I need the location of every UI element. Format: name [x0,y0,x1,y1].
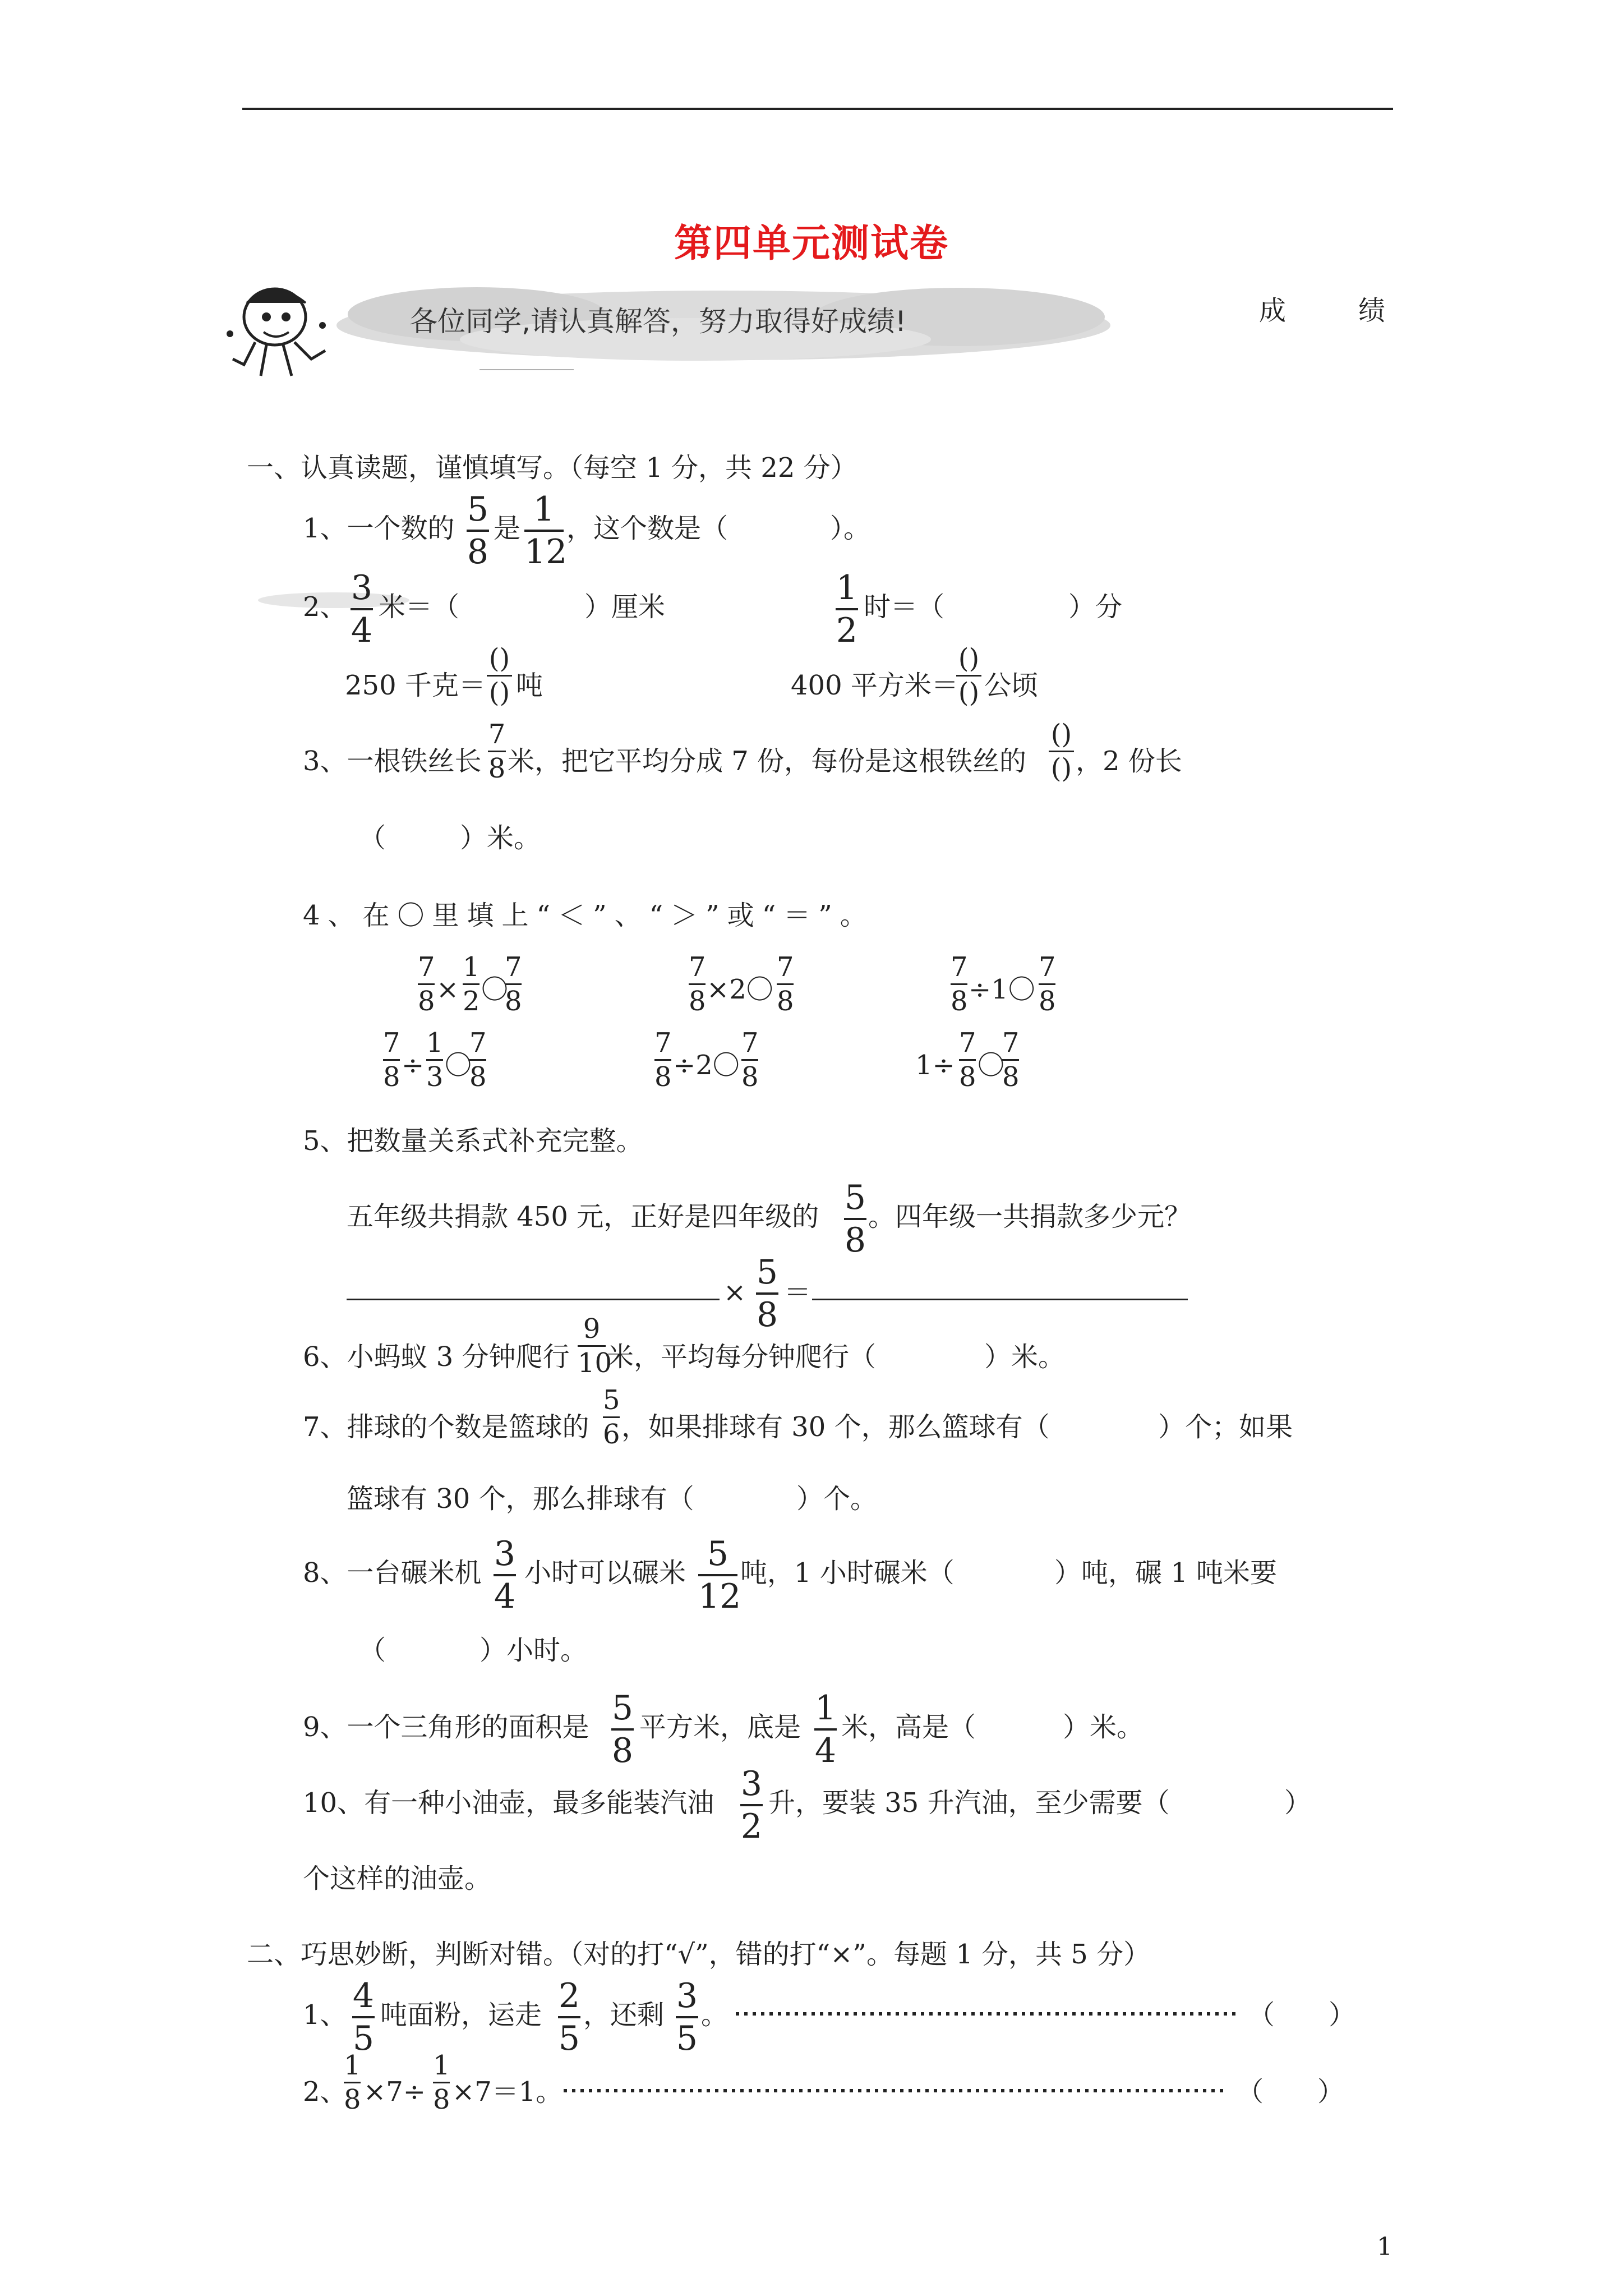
q3-text-d: （ [359,822,386,854]
q9-text-d: ）米。 [1063,1711,1144,1743]
motto-text: 各位同学,请认真解答，努力取得好成绩! [409,305,906,338]
page-title: 第四单元测试卷 [674,221,949,266]
q8-fraction-2: 5 12 [698,1534,741,1616]
q10-text-c: ） [1284,1787,1312,1819]
q6-text-b: 米，平均每分钟爬行（ [607,1341,877,1373]
q2-fraction-1: 3 4 [351,568,373,650]
q6-fraction: 9 10 [578,1313,612,1379]
q10-fraction: 3 2 [740,1764,763,1846]
section1-heading: 一、认真读题，谨慎填写。（每空 1 分，共 22 分） [247,452,857,484]
q3-text-a: 3、一根铁丝长 [303,746,482,777]
q4-r2c3-prefix: 1÷ [915,1050,955,1081]
q1-text-a: 1、一个数的 [303,513,455,544]
s2-q2-leader-dots [564,2085,1228,2096]
q4-r2c2-fraction-3: 7 8 [741,1027,759,1093]
q10-text-a: 10、有一种小油壶，最多能装汽油 [303,1787,714,1819]
section2-heading: 二、巧思妙断，判断对错。（对的打“√”，错的打“×”。每题 1 分，共 5 分） [247,1939,1151,1970]
q4-r2c3-fraction-1: 7 8 [959,1027,976,1093]
q4-r2c2-fraction-1: 7 8 [654,1027,672,1093]
q2-text-b: 米＝（ [379,591,460,623]
q4-r1c2-op: ×2〇 [707,974,773,1005]
q4-r1c1-circle: 〇 [481,974,509,1005]
q4-r2c1-fraction-1: 7 8 [383,1027,400,1093]
q4-instruction: 4、在〇里填上“＜”、“＞”或“＝”。 [303,900,875,931]
s2-q1-answer-paren[interactable]: （ ） [1248,1999,1356,2031]
q7-text-d: 篮球有 30 个，那么排球有（ [347,1483,694,1515]
q8-text-b: 小时可以碾米 [524,1557,686,1589]
q4-r2c3-circle: 〇 [978,1050,1005,1081]
q7-fraction: 5 6 [603,1384,620,1450]
score-label-a: 成 [1259,295,1287,326]
q4-r1c3-fraction-1: 7 8 [951,951,968,1017]
q4-r2c1-fraction-2: 1 3 [426,1027,444,1093]
q2-text-e: ）分 [1068,591,1123,623]
q5-instruction: 5、把数量关系式补充完整。 [303,1125,643,1157]
q4-r1c1-fraction-1: 7 8 [418,951,435,1017]
q1-text-c: ，这个数是（ [566,513,728,544]
q7-text-a: 7、排球的个数是篮球的 [303,1411,589,1443]
q4-r2c1-fraction-3: 7 8 [469,1027,487,1093]
q4-r2c1-circle: 〇 [445,1050,472,1081]
q9-fraction-1: 5 8 [611,1688,634,1770]
q10-text-b: 升，要装 35 升汽油，至少需要（ [768,1787,1170,1819]
q2-text-g: 250 千克＝ [345,670,486,701]
q1-fraction-1: 5 8 [467,490,489,572]
s2-q2-text-c: ×7＝1。 [452,2076,563,2108]
q3-text-c: ，2 份长 [1076,746,1182,777]
q6-text-c: ）米。 [984,1341,1066,1373]
q4-r2c1-op: ÷ [402,1050,425,1081]
q4-r1c3-fraction-3: 7 8 [1039,951,1056,1017]
q7-text-b: ，如果排球有 30 个，那么篮球有（ [621,1411,1050,1443]
q4-r1c1-fraction-3: 7 8 [505,951,522,1017]
q4-r1c1-op: × [436,974,459,1005]
q1-text-b: 是 [494,513,521,544]
q9-text-a: 9、一个三角形的面积是 [303,1711,589,1743]
score-label-b: 绩 [1358,295,1386,326]
s2-q2-fraction-1: 1 8 [344,2050,361,2115]
q4-r1c2-fraction-1: 7 8 [689,951,706,1017]
q3-blank-fraction: () () [1049,721,1074,782]
q4-r1c1-fraction-2: 1 2 [463,951,480,1017]
q3-text-e: ）米。 [460,822,541,854]
q8-fraction-1: 3 4 [494,1534,516,1616]
s2-q1-fraction-2: 2 5 [558,1976,580,2058]
q2-text-i: 400 平方米＝ [791,670,958,701]
q1-fraction-2: 1 12 [524,490,568,572]
q6-text-a: 6、小蚂蚁 3 分钟爬行 [303,1341,570,1373]
q2-fraction-2: 1 2 [836,568,858,650]
s2-q1-fraction-3: 3 5 [676,1976,698,2058]
q8-text-a: 8、一台碾米机 [303,1557,482,1589]
score-blank: ____________ [479,352,574,370]
header-rule [242,108,1393,110]
q5-answer-line-2[interactable] [812,1299,1188,1300]
q2-text-j: 公顷 [984,670,1039,701]
q5-text-b: 五年级共捐款 450 元，正好是四年级的 [347,1201,819,1232]
q4-r1c2-fraction-3: 7 8 [777,951,794,1017]
s2-q1-text-b: 吨面粉，运走 [380,1999,542,2031]
q2-blank-fraction-1: () () [487,645,512,706]
q2-blank-fraction-2: () () [956,645,981,706]
q4-r2c3-fraction-3: 7 8 [1002,1027,1020,1093]
q3-fraction-1: 7 8 [488,719,506,784]
q5-fraction-2: 5 8 [756,1253,778,1335]
s2-q2-text-a: 2、 [303,2076,347,2108]
q2-text-d: 时＝（ [864,591,945,623]
q5-equals: ＝ [784,1277,811,1308]
s2-q2-fraction-2: 1 8 [433,2050,450,2115]
q8-text-f: ）小时。 [479,1635,588,1666]
q5-answer-line-1[interactable] [347,1299,720,1300]
q9-text-b: 平方米，底是 [639,1711,801,1743]
q7-text-c: ）个；如果 [1158,1411,1293,1443]
s2-q1-leader-dots [736,2008,1238,2019]
q7-text-e: ）个。 [796,1483,878,1515]
s2-q2-text-b: ×7÷ [363,2076,426,2108]
q1-text-d: ）。 [830,513,871,544]
q3-text-b: 米，把它平均分成 7 份，每份是这根铁丝的 [508,746,1027,777]
mascot-image [222,280,334,381]
q8-text-d: ）吨，碾 1 吨米要 [1054,1557,1278,1589]
q10-text-d: 个这样的油壶。 [303,1863,492,1894]
s2-q2-answer-paren[interactable]: （ ） [1237,2076,1345,2108]
q4-r2c2-op: ÷2〇 [673,1050,740,1081]
q2-text-a: 2、 [303,591,347,623]
s2-q1-fraction-1: 4 5 [352,1976,375,2058]
q8-text-e: （ [359,1635,386,1666]
q9-text-c: 米，高是（ [841,1711,976,1743]
q5-fraction-1: 5 8 [844,1178,866,1260]
q9-fraction-2: 1 4 [814,1688,837,1770]
q2-text-c: ）厘米 [584,591,666,623]
page-number: 1 [1377,2233,1393,2261]
s2-q1-text-d: 。 [701,1999,728,2031]
q5-times: × [723,1277,746,1308]
s2-q1-text-c: ，还剩 [583,1999,665,2031]
q4-r1c3-op: ÷1〇 [969,974,1035,1005]
q8-text-c: 吨，1 小时碾米（ [740,1557,955,1589]
s2-q1-text-a: 1、 [303,1999,347,2031]
q5-text-c: 。四年级一共捐款多少元？ [868,1201,1192,1232]
q2-text-h: 吨 [516,670,543,701]
